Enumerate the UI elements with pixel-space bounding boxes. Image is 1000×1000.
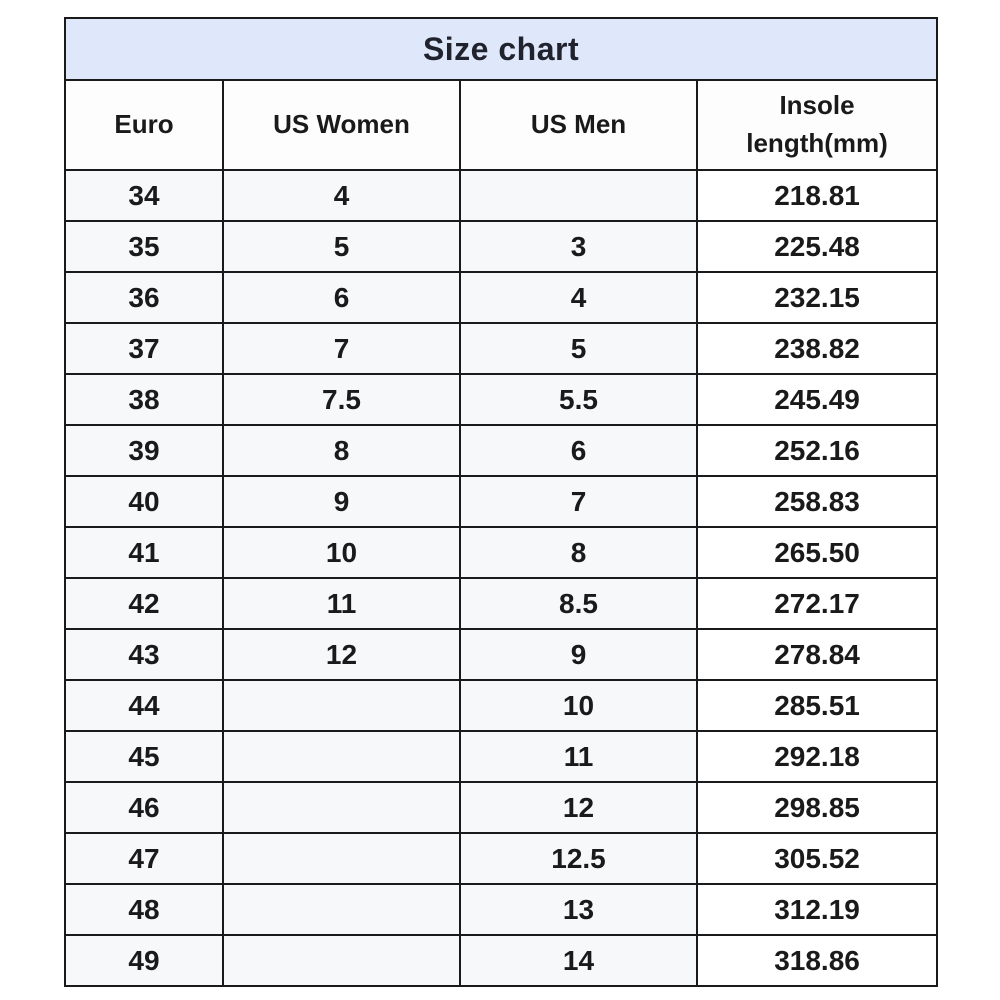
table-cell: 245.49	[697, 374, 937, 425]
table-cell: 285.51	[697, 680, 937, 731]
table-cell: 47	[65, 833, 223, 884]
table-row	[65, 884, 937, 935]
table-row	[65, 782, 937, 833]
table-cell	[223, 833, 460, 884]
column-header-us-women: US Women	[223, 80, 460, 170]
table-row	[65, 527, 937, 578]
table-cell: 44	[65, 680, 223, 731]
table-cell: 258.83	[697, 476, 937, 527]
table-cell: 252.16	[697, 425, 937, 476]
table-cell: 218.81	[697, 170, 937, 221]
table-cell: 11	[460, 731, 697, 782]
table-cell	[460, 170, 697, 221]
table-cell	[223, 782, 460, 833]
table-cell: 4	[460, 272, 697, 323]
table-cell: 4	[223, 170, 460, 221]
table-cell: 8	[223, 425, 460, 476]
table-cell: 34	[65, 170, 223, 221]
table-cell: 45	[65, 731, 223, 782]
table-cell: 10	[223, 527, 460, 578]
table-cell: 5.5	[460, 374, 697, 425]
table-cell: 7	[223, 323, 460, 374]
table-cell: 292.18	[697, 731, 937, 782]
table-row	[65, 170, 937, 221]
table-cell: 46	[65, 782, 223, 833]
table-cell: 35	[65, 221, 223, 272]
table-cell: 39	[65, 425, 223, 476]
table-cell: 49	[65, 935, 223, 986]
table-cell: 7	[460, 476, 697, 527]
table-row	[65, 425, 937, 476]
chart-title: Size chart	[65, 18, 937, 80]
table-row	[65, 221, 937, 272]
table-cell	[223, 680, 460, 731]
table-row	[65, 578, 937, 629]
table-cell: 305.52	[697, 833, 937, 884]
table-cell: 278.84	[697, 629, 937, 680]
table-row	[65, 374, 937, 425]
table-cell: 43	[65, 629, 223, 680]
title-row	[65, 18, 937, 80]
table-cell: 232.15	[697, 272, 937, 323]
table-cell: 225.48	[697, 221, 937, 272]
table-cell	[223, 935, 460, 986]
table-row	[65, 323, 937, 374]
table-cell: 37	[65, 323, 223, 374]
table-cell: 3	[460, 221, 697, 272]
table-cell: 8.5	[460, 578, 697, 629]
table-cell: 7.5	[223, 374, 460, 425]
table-cell: 36	[65, 272, 223, 323]
table-cell: 13	[460, 884, 697, 935]
table-cell	[223, 884, 460, 935]
column-header-row	[65, 80, 937, 170]
table-cell: 42	[65, 578, 223, 629]
table-cell: 312.19	[697, 884, 937, 935]
table-cell: 6	[460, 425, 697, 476]
table-cell: 12.5	[460, 833, 697, 884]
table-cell: 38	[65, 374, 223, 425]
table-cell: 10	[460, 680, 697, 731]
column-header-us-men: US Men	[460, 80, 697, 170]
table-cell: 9	[460, 629, 697, 680]
table-cell: 318.86	[697, 935, 937, 986]
table-cell: 12	[460, 782, 697, 833]
table-cell: 6	[223, 272, 460, 323]
table-cell	[223, 731, 460, 782]
table-cell: 12	[223, 629, 460, 680]
table-row	[65, 833, 937, 884]
table-cell: 48	[65, 884, 223, 935]
table-cell: 238.82	[697, 323, 937, 374]
table-row	[65, 731, 937, 782]
size-table-body	[65, 170, 937, 986]
table-row	[65, 476, 937, 527]
column-header-euro: Euro	[65, 80, 223, 170]
table-row	[65, 272, 937, 323]
table-row	[65, 680, 937, 731]
table-cell: 8	[460, 527, 697, 578]
table-row	[65, 935, 937, 986]
table-cell: 41	[65, 527, 223, 578]
size-chart	[64, 17, 936, 987]
table-cell: 11	[223, 578, 460, 629]
table-cell: 298.85	[697, 782, 937, 833]
size-table	[64, 17, 938, 987]
table-row	[65, 629, 937, 680]
table-cell: 40	[65, 476, 223, 527]
table-cell: 9	[223, 476, 460, 527]
table-cell: 5	[223, 221, 460, 272]
column-header-insole-length: Insole length(mm)	[697, 80, 937, 170]
table-cell: 14	[460, 935, 697, 986]
table-cell: 265.50	[697, 527, 937, 578]
table-cell: 5	[460, 323, 697, 374]
table-cell: 272.17	[697, 578, 937, 629]
